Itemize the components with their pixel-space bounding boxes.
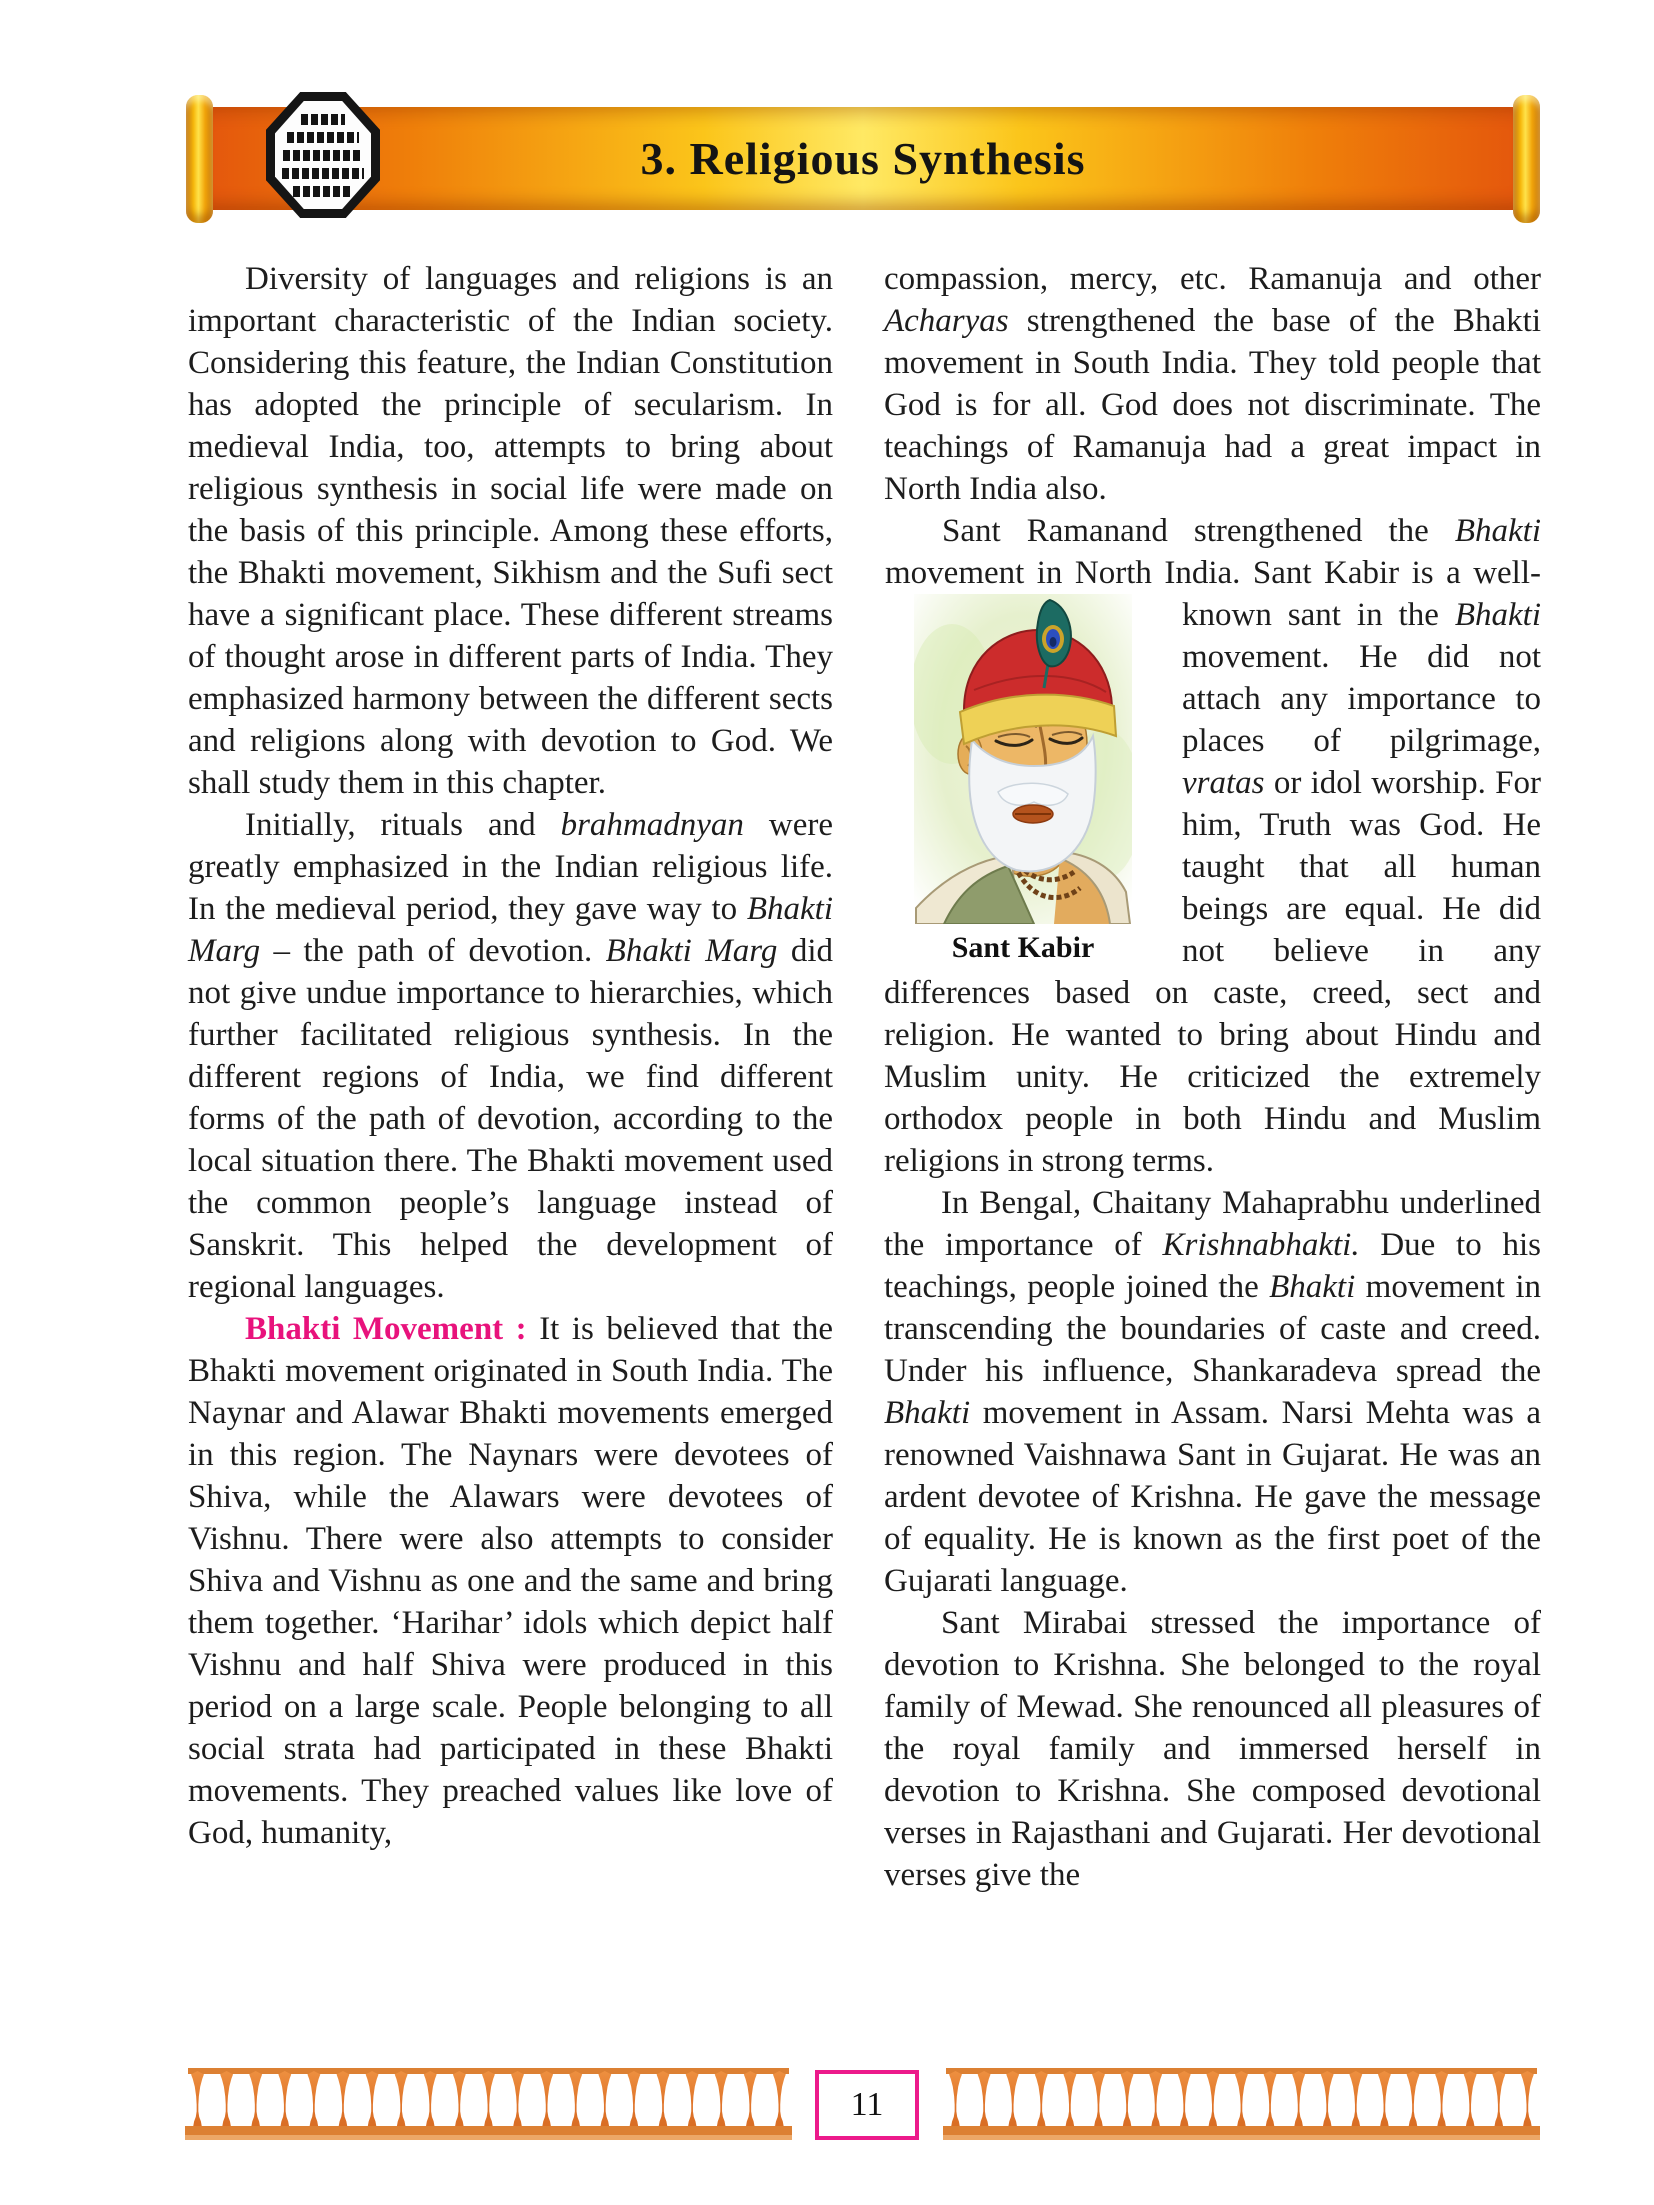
baluster-icon (1061, 2071, 1078, 2127)
text-column-left (188, 258, 833, 1896)
paragraph (884, 258, 1541, 510)
baluster-icon (713, 2071, 730, 2127)
baluster-icon (218, 2071, 235, 2127)
sant-kabir-illustration (914, 594, 1132, 924)
paragraph (188, 258, 833, 804)
footer-balustrade-left (185, 2068, 792, 2140)
baluster-icon (1376, 2071, 1393, 2127)
baluster-icon (771, 2071, 788, 2127)
paragraph-text: In Bengal, Chaitany Mahaprabhu underlined the importance of Krishnabhakti. Due to his teachings, people joined the Bhakti movement in transcending the boundaries of caste and creed. Under his influence, Shankaradeva spread the Bhakti movement in Assam. Narsi Mehta was a renowned Vaishnawa Sant in Gujarat. He was an ardent devotee of Krishna. He gave the message of equality. He is known as the first poet of the Gujarati language. (884, 1185, 1541, 1599)
footer-balustrade-right (943, 2068, 1540, 2140)
baluster-icon (189, 2071, 206, 2127)
chapter-banner (186, 95, 1540, 223)
figure-caption: Sant Kabir (951, 931, 1095, 964)
baluster-icon (276, 2071, 293, 2127)
baluster-icon (334, 2071, 351, 2127)
baluster-icon (742, 2071, 759, 2127)
paragraph (884, 510, 1541, 1182)
paragraph (884, 1602, 1541, 1896)
baluster-icon (596, 2071, 613, 2127)
baluster-icon (1462, 2071, 1479, 2127)
baluster-icon (1090, 2071, 1107, 2127)
rajmudra-seal-icon (266, 92, 380, 218)
baluster-icon (947, 2071, 964, 2127)
paragraph-text: Bhakti Movement : It is believed that the Bhakti movement originated in South India. The Naynar and Alawar Bhakti movements emerged in this region. The Naynars were devotees of Shiva, while the Alawars were devotees of Vishnu. There were also attempts to consider Shiva and Vishnu as one and the same and bring them together. ‘Harihar’ idols which depict half Vishnu and half Shiva were produced in this period on a large scale. People belonging to all social strata had participated in these Bhakti movements. They preached values like love of God, humanity, (188, 1311, 833, 1851)
baluster-icon (625, 2071, 642, 2127)
baluster-icon (1319, 2071, 1336, 2127)
paragraph-text: Sant Ramanand strengthened the Bhakti movement in North India. Sant Kabir is a well-known sant in the Bhakti movement. He did not attach any importance to places of pilgrimage, vratas or idol worship. For him, Truth was God. He taught that all human beings are equal. He did not believe in any differences based on caste, creed, sect and religion. He wanted to bring about Hindu and Muslim unity. He criticized the extremely orthodox people in both Hindu and Muslim religions in strong terms. (884, 513, 1541, 1179)
baluster-icon (247, 2071, 264, 2127)
baluster-icon (1433, 2071, 1450, 2127)
paragraph-text: Sant Mirabai stressed the importance of devotion to Krishna. She belonged to the royal family of Mewad. She renounced all pleasures of the royal family and immersed herself in devotion to Krishna. She composed devotional verses in Rajasthani and Gujarati. Her devotional verses give the (884, 1605, 1541, 1893)
baluster-icon (1176, 2071, 1193, 2127)
baluster-icon (538, 2071, 555, 2127)
text-column-right (884, 258, 1541, 1896)
baluster-icon (1233, 2071, 1250, 2127)
baluster-icon (655, 2071, 672, 2127)
baluster-icon (1405, 2071, 1422, 2127)
paragraph (188, 1308, 833, 1854)
baluster-icon (1519, 2071, 1536, 2127)
baluster-icon (305, 2071, 322, 2127)
baluster-icon (976, 2071, 993, 2127)
baluster-icon (567, 2071, 584, 2127)
paragraph-text: compassion, mercy, etc. Ramanuja and other Acharyas strengthened the base of the Bhakti movement in South India. They told people that God is for all. God does not discriminate. The teachings of Ramanuja had a great impact in North India also. (884, 261, 1541, 507)
baluster-icon (1204, 2071, 1221, 2127)
baluster-icon (1119, 2071, 1136, 2127)
sant-kabir-portrait (884, 594, 1164, 968)
page-number-box (815, 2070, 919, 2140)
baluster-icon (1347, 2071, 1364, 2127)
baluster-icon (1033, 2071, 1050, 2127)
baluster-icon (393, 2071, 410, 2127)
baluster-icon (1490, 2071, 1507, 2127)
baluster-icon (1004, 2071, 1021, 2127)
baluster-icon (451, 2071, 468, 2127)
baluster-icon (1262, 2071, 1279, 2127)
baluster-icon (1147, 2071, 1164, 2127)
chapter-title: 3. Religious Synthesis (640, 133, 1086, 184)
page-number: 11 (850, 2086, 884, 2123)
seal-inscription (275, 101, 371, 209)
baluster-icon (684, 2071, 701, 2127)
baluster-icon (422, 2071, 439, 2127)
baluster-icon (364, 2071, 381, 2127)
page-body (188, 258, 1541, 1896)
paragraph (188, 804, 833, 1308)
paragraph-text: Diversity of languages and religions is an important characteristic of the Indian society. Considering this feature, the Indian Constitution has adopted the principle of secularism. In medieval India, too, attempts to bring about religious synthesis in social life were made on the basis of this principle. Among these efforts, the Bhakti movement, Sikhism and the Sufi sect have a significant place. These different streams of thought arose in different parts of India. They emphasized harmony between the different sects and religions along with devotion to God. We shall study them in this chapter. (188, 261, 833, 801)
baluster-icon (1290, 2071, 1307, 2127)
baluster-icon (509, 2071, 526, 2127)
paragraph (884, 1182, 1541, 1602)
paragraph-text: Initially, rituals and brahmadnyan were greatly emphasized in the Indian religious life. In the medieval period, they gave way to Bhakti Marg – the path of devotion. Bhakti Marg did not give undue importance to hierarchies, which further facilitated religious synthesis. In the different regions of India, we find different forms of the path of devotion, according to the local situation there. The Bhakti movement used the common people’s language instead of Sanskrit. This helped the development of regional languages. (188, 807, 833, 1305)
baluster-icon (480, 2071, 497, 2127)
